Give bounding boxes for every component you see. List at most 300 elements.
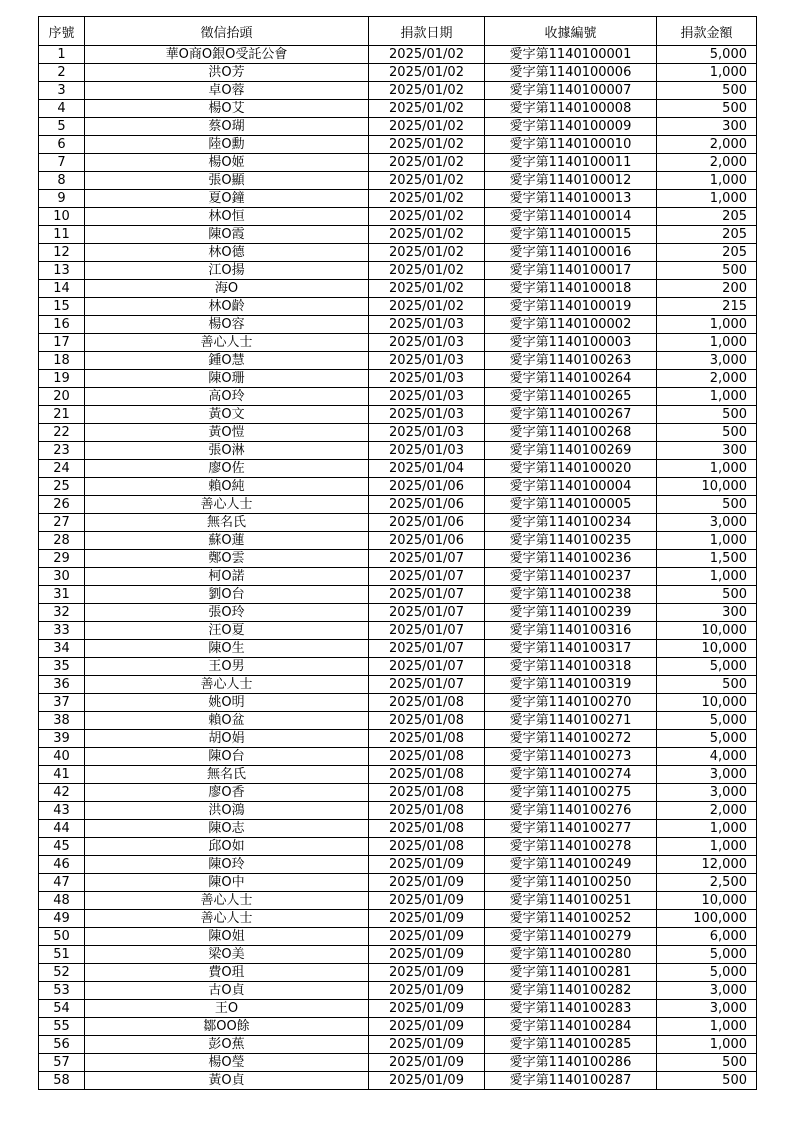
donation-amount-cell: 5,000 [657,46,757,64]
header-serial-number: 序號 [39,17,85,46]
table-row [39,226,757,244]
table-row [39,946,757,964]
serial-number-cell: 44 [39,820,85,838]
donation-date-cell: 2025/01/07 [369,622,485,640]
table-row [39,442,757,460]
donation-date-cell: 2025/01/03 [369,442,485,460]
table-row [39,856,757,874]
receipt-number-cell: 愛字第1140100002 [485,316,657,334]
serial-number-cell: 51 [39,946,85,964]
donation-date-cell: 2025/01/09 [369,964,485,982]
receipt-number-cell: 愛字第1140100278 [485,838,657,856]
donation-date-cell: 2025/01/07 [369,586,485,604]
serial-number-cell: 24 [39,460,85,478]
table-row [39,406,757,424]
donation-amount-cell: 10,000 [657,622,757,640]
donation-amount-cell: 300 [657,118,757,136]
donor-name-cell: 陳O姐 [85,928,369,946]
serial-number-cell: 29 [39,550,85,568]
table-row [39,82,757,100]
donor-name-cell: 善心人士 [85,334,369,352]
donation-date-cell: 2025/01/07 [369,550,485,568]
donor-name-cell: 費O珇 [85,964,369,982]
table-row [39,100,757,118]
receipt-number-cell: 愛字第1140100279 [485,928,657,946]
donation-date-cell: 2025/01/09 [369,928,485,946]
donation-amount-cell: 10,000 [657,640,757,658]
receipt-number-cell: 愛字第1140100012 [485,172,657,190]
serial-number-cell: 12 [39,244,85,262]
receipt-number-cell: 愛字第1140100280 [485,946,657,964]
receipt-number-cell: 愛字第1140100003 [485,334,657,352]
donation-date-cell: 2025/01/03 [369,424,485,442]
donor-name-cell: 陳O中 [85,874,369,892]
serial-number-cell: 8 [39,172,85,190]
donation-amount-cell: 300 [657,442,757,460]
receipt-number-cell: 愛字第1140100013 [485,190,657,208]
donation-date-cell: 2025/01/08 [369,694,485,712]
donation-amount-cell: 1,000 [657,568,757,586]
donor-name-cell: 楊O瑩 [85,1054,369,1072]
donor-name-cell: 陸O勳 [85,136,369,154]
donor-name-cell: 無名氏 [85,514,369,532]
receipt-number-cell: 愛字第1140100016 [485,244,657,262]
donation-amount-cell: 500 [657,1072,757,1090]
donor-name-cell: 鄭O雲 [85,550,369,568]
donation-amount-cell: 5,000 [657,712,757,730]
table-row [39,568,757,586]
donation-date-cell: 2025/01/02 [369,262,485,280]
donor-name-cell: 陳O珊 [85,370,369,388]
donation-date-cell: 2025/01/08 [369,712,485,730]
donation-date-cell: 2025/01/03 [369,334,485,352]
donation-date-cell: 2025/01/07 [369,604,485,622]
donation-date-cell: 2025/01/08 [369,838,485,856]
serial-number-cell: 48 [39,892,85,910]
receipt-number-cell: 愛字第1140100265 [485,388,657,406]
serial-number-cell: 43 [39,802,85,820]
donation-amount-cell: 1,000 [657,820,757,838]
donation-amount-cell: 3,000 [657,514,757,532]
receipt-number-cell: 愛字第1140100282 [485,982,657,1000]
serial-number-cell: 32 [39,604,85,622]
donation-amount-cell: 500 [657,424,757,442]
header-donation-amount: 捐款金額 [657,17,757,46]
serial-number-cell: 23 [39,442,85,460]
serial-number-cell: 22 [39,424,85,442]
table-row [39,820,757,838]
donation-date-cell: 2025/01/03 [369,316,485,334]
donation-amount-cell: 500 [657,406,757,424]
receipt-number-cell: 愛字第1140100317 [485,640,657,658]
donor-name-cell: 無名氏 [85,766,369,784]
donation-amount-cell: 500 [657,496,757,514]
serial-number-cell: 14 [39,280,85,298]
donation-amount-cell: 1,500 [657,550,757,568]
serial-number-cell: 17 [39,334,85,352]
donation-date-cell: 2025/01/06 [369,478,485,496]
donor-name-cell: 賴O純 [85,478,369,496]
donation-amount-cell: 205 [657,226,757,244]
donor-name-cell: 廖O佐 [85,460,369,478]
donor-name-cell: 林O齡 [85,298,369,316]
donation-amount-cell: 500 [657,262,757,280]
serial-number-cell: 35 [39,658,85,676]
donation-amount-cell: 12,000 [657,856,757,874]
donor-name-cell: 張O顯 [85,172,369,190]
table-row [39,640,757,658]
donor-name-cell: 蘇O蓮 [85,532,369,550]
serial-number-cell: 25 [39,478,85,496]
donation-date-cell: 2025/01/02 [369,244,485,262]
table-row [39,676,757,694]
donor-name-cell: 海O [85,280,369,298]
table-row [39,748,757,766]
receipt-number-cell: 愛字第1140100001 [485,46,657,64]
serial-number-cell: 19 [39,370,85,388]
table-row [39,46,757,64]
donor-name-cell: 賴O盆 [85,712,369,730]
donor-name-cell: 彭O蕉 [85,1036,369,1054]
donor-name-cell: 張O淋 [85,442,369,460]
serial-number-cell: 40 [39,748,85,766]
serial-number-cell: 31 [39,586,85,604]
donor-name-cell: 鍾O慧 [85,352,369,370]
donation-amount-cell: 1,000 [657,316,757,334]
header-receipt-number: 收據編號 [485,17,657,46]
table-row [39,910,757,928]
serial-number-cell: 28 [39,532,85,550]
donation-date-cell: 2025/01/02 [369,298,485,316]
donation-amount-cell: 5,000 [657,964,757,982]
table-row [39,190,757,208]
donor-name-cell: 柯O諾 [85,568,369,586]
serial-number-cell: 53 [39,982,85,1000]
receipt-number-cell: 愛字第1140100284 [485,1018,657,1036]
donor-name-cell: 善心人士 [85,910,369,928]
donor-name-cell: 高O玲 [85,388,369,406]
header-row [39,17,757,46]
donation-amount-cell: 10,000 [657,892,757,910]
table-row [39,136,757,154]
table-row [39,388,757,406]
donation-date-cell: 2025/01/08 [369,748,485,766]
table-row [39,298,757,316]
donation-amount-cell: 500 [657,676,757,694]
donor-name-cell: 楊O姬 [85,154,369,172]
donor-name-cell: 鄒OO餘 [85,1018,369,1036]
donation-amount-cell: 300 [657,604,757,622]
table-row [39,604,757,622]
donation-date-cell: 2025/01/07 [369,568,485,586]
serial-number-cell: 3 [39,82,85,100]
donation-date-cell: 2025/01/09 [369,910,485,928]
table-row [39,550,757,568]
serial-number-cell: 54 [39,1000,85,1018]
table-row [39,424,757,442]
donation-date-cell: 2025/01/04 [369,460,485,478]
donation-amount-cell: 2,000 [657,370,757,388]
table-row [39,478,757,496]
donation-amount-cell: 3,000 [657,766,757,784]
donor-name-cell: 劉O台 [85,586,369,604]
receipt-number-cell: 愛字第1140100286 [485,1054,657,1072]
donor-name-cell: 陳O志 [85,820,369,838]
table-row [39,514,757,532]
donation-date-cell: 2025/01/08 [369,820,485,838]
donor-name-cell: 姚O明 [85,694,369,712]
donation-date-cell: 2025/01/02 [369,82,485,100]
donation-date-cell: 2025/01/02 [369,64,485,82]
donor-name-cell: 陳O台 [85,748,369,766]
table-row [39,928,757,946]
donation-amount-cell: 6,000 [657,928,757,946]
donation-amount-cell: 1,000 [657,532,757,550]
donor-name-cell: 廖O香 [85,784,369,802]
donation-date-cell: 2025/01/09 [369,946,485,964]
receipt-number-cell: 愛字第1140100287 [485,1072,657,1090]
donation-date-cell: 2025/01/07 [369,658,485,676]
donation-amount-cell: 1,000 [657,334,757,352]
serial-number-cell: 18 [39,352,85,370]
donation-date-cell: 2025/01/06 [369,532,485,550]
donation-amount-cell: 1,000 [657,460,757,478]
donor-name-cell: 夏O鐘 [85,190,369,208]
donor-name-cell: 楊O容 [85,316,369,334]
table-row [39,712,757,730]
table-row [39,334,757,352]
serial-number-cell: 11 [39,226,85,244]
receipt-number-cell: 愛字第1140100316 [485,622,657,640]
receipt-number-cell: 愛字第1140100268 [485,424,657,442]
donation-amount-cell: 3,000 [657,1000,757,1018]
donor-name-cell: 陳O霞 [85,226,369,244]
receipt-number-cell: 愛字第1140100019 [485,298,657,316]
donation-amount-cell: 3,000 [657,784,757,802]
donation-amount-cell: 1,000 [657,838,757,856]
table-row [39,64,757,82]
donation-amount-cell: 500 [657,586,757,604]
donation-date-cell: 2025/01/08 [369,802,485,820]
donor-name-cell: 邱O如 [85,838,369,856]
donation-amount-cell: 10,000 [657,694,757,712]
donor-name-cell: 古O貞 [85,982,369,1000]
table-row [39,586,757,604]
receipt-number-cell: 愛字第1140100249 [485,856,657,874]
table-row [39,244,757,262]
receipt-number-cell: 愛字第1140100005 [485,496,657,514]
donation-amount-cell: 1,000 [657,388,757,406]
receipt-number-cell: 愛字第1140100275 [485,784,657,802]
donor-name-cell: 善心人士 [85,496,369,514]
serial-number-cell: 56 [39,1036,85,1054]
serial-number-cell: 46 [39,856,85,874]
donation-date-cell: 2025/01/03 [369,370,485,388]
donation-amount-cell: 1,000 [657,1036,757,1054]
donation-amount-cell: 2,000 [657,154,757,172]
donation-date-cell: 2025/01/07 [369,640,485,658]
header-donor-name: 徵信抬頭 [85,17,369,46]
serial-number-cell: 5 [39,118,85,136]
donation-date-cell: 2025/01/06 [369,496,485,514]
receipt-number-cell: 愛字第1140100237 [485,568,657,586]
serial-number-cell: 38 [39,712,85,730]
serial-number-cell: 39 [39,730,85,748]
donor-name-cell: 梁O美 [85,946,369,964]
receipt-number-cell: 愛字第1140100285 [485,1036,657,1054]
donation-date-cell: 2025/01/09 [369,1000,485,1018]
donation-amount-cell: 500 [657,1054,757,1072]
receipt-number-cell: 愛字第1140100238 [485,586,657,604]
table-row [39,118,757,136]
table-row [39,1054,757,1072]
receipt-number-cell: 愛字第1140100006 [485,64,657,82]
receipt-number-cell: 愛字第1140100318 [485,658,657,676]
donation-amount-cell: 5,000 [657,658,757,676]
donation-amount-cell: 1,000 [657,190,757,208]
donor-name-cell: 善心人士 [85,676,369,694]
table-row [39,262,757,280]
receipt-number-cell: 愛字第1140100009 [485,118,657,136]
serial-number-cell: 7 [39,154,85,172]
donation-date-cell: 2025/01/08 [369,730,485,748]
serial-number-cell: 20 [39,388,85,406]
serial-number-cell: 50 [39,928,85,946]
donation-date-cell: 2025/01/08 [369,784,485,802]
serial-number-cell: 55 [39,1018,85,1036]
receipt-number-cell: 愛字第1140100251 [485,892,657,910]
receipt-number-cell: 愛字第1140100281 [485,964,657,982]
donation-amount-cell: 1,000 [657,172,757,190]
serial-number-cell: 26 [39,496,85,514]
table-row [39,532,757,550]
donation-amount-cell: 3,000 [657,982,757,1000]
receipt-number-cell: 愛字第1140100277 [485,820,657,838]
receipt-number-cell: 愛字第1140100011 [485,154,657,172]
donation-amount-cell: 100,000 [657,910,757,928]
donor-name-cell: 蔡O瑚 [85,118,369,136]
table-row [39,730,757,748]
donation-date-cell: 2025/01/02 [369,280,485,298]
serial-number-cell: 33 [39,622,85,640]
donor-name-cell: 陳O玲 [85,856,369,874]
header-donation-date: 捐款日期 [369,17,485,46]
receipt-number-cell: 愛字第1140100007 [485,82,657,100]
donation-date-cell: 2025/01/03 [369,388,485,406]
receipt-number-cell: 愛字第1140100264 [485,370,657,388]
receipt-number-cell: 愛字第1140100015 [485,226,657,244]
serial-number-cell: 36 [39,676,85,694]
donor-name-cell: 張O玲 [85,604,369,622]
serial-number-cell: 41 [39,766,85,784]
receipt-number-cell: 愛字第1140100274 [485,766,657,784]
serial-number-cell: 47 [39,874,85,892]
donation-date-cell: 2025/01/09 [369,874,485,892]
donation-amount-cell: 500 [657,100,757,118]
table-row [39,802,757,820]
donor-name-cell: 黃O文 [85,406,369,424]
donor-name-cell: 黃O貞 [85,1072,369,1090]
donor-name-cell: 王O男 [85,658,369,676]
donor-name-cell: 善心人士 [85,892,369,910]
donation-date-cell: 2025/01/02 [369,226,485,244]
receipt-number-cell: 愛字第1140100234 [485,514,657,532]
serial-number-cell: 21 [39,406,85,424]
table-row [39,460,757,478]
receipt-number-cell: 愛字第1140100267 [485,406,657,424]
donation-amount-cell: 5,000 [657,946,757,964]
serial-number-cell: 1 [39,46,85,64]
table-row [39,622,757,640]
donor-name-cell: 陳O生 [85,640,369,658]
receipt-number-cell: 愛字第1140100276 [485,802,657,820]
serial-number-cell: 4 [39,100,85,118]
table-row [39,496,757,514]
table-row [39,172,757,190]
table-row [39,1018,757,1036]
donation-amount-cell: 205 [657,208,757,226]
receipt-number-cell: 愛字第1140100283 [485,1000,657,1018]
receipt-number-cell: 愛字第1140100010 [485,136,657,154]
receipt-number-cell: 愛字第1140100020 [485,460,657,478]
serial-number-cell: 10 [39,208,85,226]
table-row [39,766,757,784]
table-row [39,982,757,1000]
serial-number-cell: 42 [39,784,85,802]
donor-name-cell: 林O德 [85,244,369,262]
receipt-number-cell: 愛字第1140100235 [485,532,657,550]
donation-date-cell: 2025/01/02 [369,118,485,136]
receipt-number-cell: 愛字第1140100250 [485,874,657,892]
receipt-number-cell: 愛字第1140100014 [485,208,657,226]
donation-date-cell: 2025/01/02 [369,208,485,226]
donation-date-cell: 2025/01/02 [369,172,485,190]
donation-amount-cell: 205 [657,244,757,262]
donation-date-cell: 2025/01/02 [369,190,485,208]
donation-date-cell: 2025/01/03 [369,352,485,370]
table-row [39,208,757,226]
table-body [39,46,757,1090]
donor-name-cell: 卓O蓉 [85,82,369,100]
donor-name-cell: 胡O娟 [85,730,369,748]
donor-name-cell: 王O [85,1000,369,1018]
receipt-number-cell: 愛字第1140100236 [485,550,657,568]
serial-number-cell: 37 [39,694,85,712]
table-row [39,352,757,370]
donation-amount-cell: 1,000 [657,1018,757,1036]
receipt-number-cell: 愛字第1140100004 [485,478,657,496]
receipt-number-cell: 愛字第1140100263 [485,352,657,370]
receipt-number-cell: 愛字第1140100017 [485,262,657,280]
receipt-number-cell: 愛字第1140100270 [485,694,657,712]
serial-number-cell: 57 [39,1054,85,1072]
table-row [39,280,757,298]
donation-date-cell: 2025/01/09 [369,892,485,910]
donation-date-cell: 2025/01/09 [369,1054,485,1072]
donation-date-cell: 2025/01/09 [369,1072,485,1090]
donation-amount-cell: 10,000 [657,478,757,496]
donor-name-cell: 黃O愷 [85,424,369,442]
donor-name-cell: 楊O艾 [85,100,369,118]
donation-date-cell: 2025/01/09 [369,856,485,874]
serial-number-cell: 58 [39,1072,85,1090]
serial-number-cell: 52 [39,964,85,982]
receipt-number-cell: 愛字第1140100271 [485,712,657,730]
serial-number-cell: 15 [39,298,85,316]
serial-number-cell: 34 [39,640,85,658]
donation-amount-cell: 1,000 [657,64,757,82]
donation-amount-cell: 2,000 [657,802,757,820]
